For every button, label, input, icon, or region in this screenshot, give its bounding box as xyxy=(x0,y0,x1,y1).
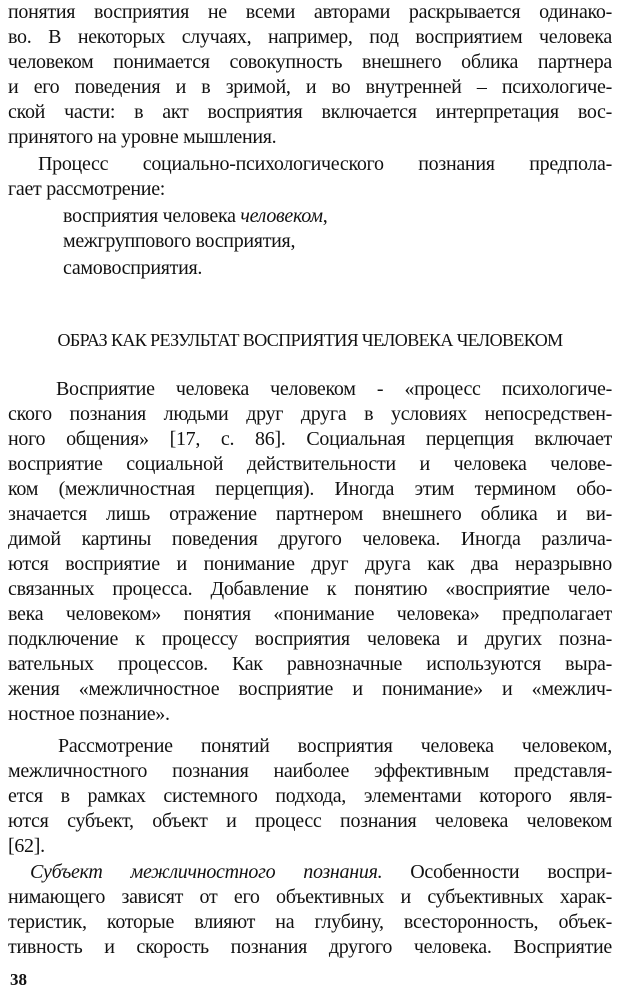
text-line: принятого на уровне мышления. xyxy=(8,126,277,148)
text-line: значается лишь отражение партнером внешнего облика и ви- xyxy=(8,503,612,525)
text-line: и его поведения и в зримой, и во внутренней – психологиче- xyxy=(8,76,612,98)
text-line: ются восприятие и понимание друг друга как два неразрывно xyxy=(8,553,612,575)
text-line: Восприятие человека человеком - «процесс психологиче- xyxy=(56,378,612,400)
text-line: Процесс социально-психологического познания предпола- xyxy=(38,153,612,175)
text-line: жения «межличностное восприятие и понимание» и «межлич- xyxy=(8,678,612,700)
text-line: тивность и скорость познания другого человека. Восприятие xyxy=(8,936,612,958)
text-line: ской части: в акт восприятия включается интерпретация вос- xyxy=(8,101,612,123)
text-line: восприятие социальной действительности и человека челове- xyxy=(8,453,612,475)
text-line: во. В некоторых случаях, например, под восприятием человека xyxy=(8,26,612,48)
book-page xyxy=(8,0,612,997)
text-line: вательных процессов. Как равнозначные используются выра- xyxy=(8,653,612,675)
text-line: Рассмотрение понятий восприятия человека человеком, xyxy=(58,735,612,757)
text-line: ется в рамках системного подхода, элементами которого явля- xyxy=(8,785,612,807)
text-line: понятия восприятия не всеми авторами раскрывается одинако- xyxy=(8,1,612,23)
text-line: века человеком» понятия «понимание человека» предполагает xyxy=(8,603,612,625)
text-line: [62]. xyxy=(8,835,45,857)
page-number: 38 xyxy=(10,970,27,989)
text-line: ностное познание». xyxy=(8,703,170,725)
text-line: связанных процесса. Добавление к понятию «восприятие чело- xyxy=(8,578,612,600)
text-line: Субъект межличностного познания. Особенности воспри- xyxy=(30,861,612,883)
text-line: нимающего зависят от его объективных и субъективных харак- xyxy=(8,886,612,908)
text-line: ются субъект, объект и процесс познания человека человеком xyxy=(8,810,612,832)
text-line: димой картины поведения другого человека. Иногда различа- xyxy=(8,528,612,550)
text-line: теристик, которые влияют на глубину, всесторонность, объек- xyxy=(8,911,612,933)
text-line: межличностного познания наиболее эффективным представля- xyxy=(8,760,612,782)
text-line: ного общения» [17, с. 86]. Социальная перцепция включает xyxy=(8,428,612,450)
list-item: самовосприятия. xyxy=(63,257,203,279)
list-item: восприятия человека человеком, xyxy=(63,205,328,227)
text-line: ком (межличностная перцепция). Иногда этим термином обо- xyxy=(8,478,612,500)
list-item: межгруппового восприятия, xyxy=(63,230,296,252)
text-line: подключение к процессу восприятия человека и других позна- xyxy=(8,628,612,650)
text-line: ского познания людьми друг друга в условиях непосредствен- xyxy=(8,403,612,425)
section-heading: ОБРАЗ КАК РЕЗУЛЬТАТ ВОСПРИЯТИЯ ЧЕЛОВЕКА ЧЕЛОВЕКОМ xyxy=(57,330,563,350)
text-line: гает рассмотрение: xyxy=(8,178,166,200)
text-line: человеком понимается совокупность внешнего облика партнера xyxy=(8,51,612,73)
